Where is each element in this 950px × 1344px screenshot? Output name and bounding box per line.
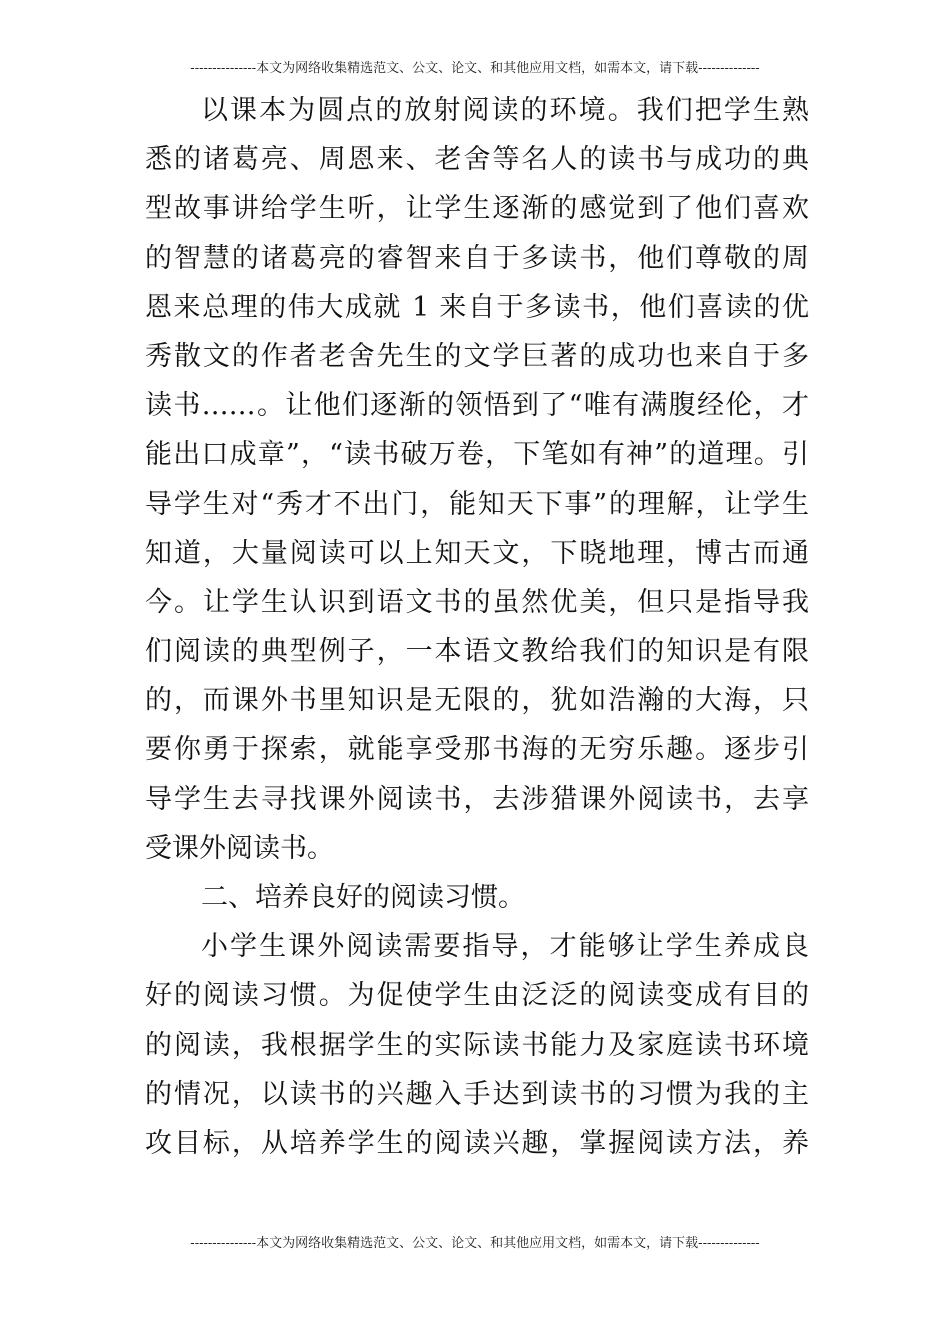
section-heading: 二、培养良好的阅读习惯。 bbox=[201, 882, 525, 913]
text-line: 受课外阅读书。 bbox=[145, 832, 334, 864]
text-line: 读书……。让他们逐渐的领悟到了“唯有满腹经伦，才 bbox=[145, 390, 809, 422]
text-line: 今。让学生认识到语文书的虽然优美，但只是指导我 bbox=[145, 586, 809, 618]
text-line: 的，而课外书里知识是无限的，犹如浩瀚的大海，只 bbox=[145, 685, 809, 717]
text-line: 能出口成章”，“读书破万卷，下笔如有神”的道理。引 bbox=[145, 439, 809, 471]
text-line: 恩来总理的伟大成就 1 来自于多读书，他们喜读的优 bbox=[145, 291, 809, 323]
text-line: 好的阅读习惯。为促使学生由泛泛的阅读变成有目的 bbox=[145, 980, 809, 1012]
text-line: 悉的诸葛亮、周恩来、老舍等名人的读书与成功的典 bbox=[145, 144, 809, 176]
text-line: 知道，大量阅读可以上知天文，下晓地理，博古而通 bbox=[145, 537, 809, 569]
text-line: 要你勇于探索，就能享受那书海的无穷乐趣。逐步引 bbox=[145, 734, 809, 766]
text-line: 导学生对“秀才不出门，能知天下事”的理解，让学生 bbox=[145, 488, 809, 520]
text-line: 们阅读的典型例子，一本语文教给我们的知识是有限 bbox=[145, 636, 809, 668]
body-text bbox=[145, 86, 809, 1168]
text-line: 秀散文的作者老舍先生的文学巨著的成功也来自于多 bbox=[145, 340, 809, 372]
text-line: 导学生去寻找课外阅读书，去涉猎课外阅读书，去享 bbox=[145, 783, 809, 815]
text-line: 的阅读，我根据学生的实际读书能力及家庭读书环境 bbox=[145, 1029, 809, 1061]
text-line: 小学生课外阅读需要指导，才能够让学生养成良 bbox=[201, 931, 809, 963]
page-header: ---------------本文为网络收集精选范文、公文、论文、和其他应用文档，如需本文，请下载-------------- bbox=[190, 61, 760, 76]
text-line: 以课本为圆点的放射阅读的环境。我们把学生熟 bbox=[201, 95, 809, 126]
text-line: 攻目标，从培养学生的阅读兴趣，掌握阅读方法，养 bbox=[145, 1127, 809, 1159]
text-line: 型故事讲给学生听，让学生逐渐的感觉到了他们喜欢 bbox=[145, 193, 809, 225]
text-line: 的智慧的诸葛亮的睿智来自于多读书，他们尊敬的周 bbox=[145, 242, 809, 274]
page-footer: ---------------本文为网络收集精选范文、公文、论文、和其他应用文档，如需本文，请下载-------------- bbox=[190, 1236, 760, 1251]
text-line: 的情况，以读书的兴趣入手达到读书的习惯为我的主 bbox=[145, 1078, 809, 1110]
